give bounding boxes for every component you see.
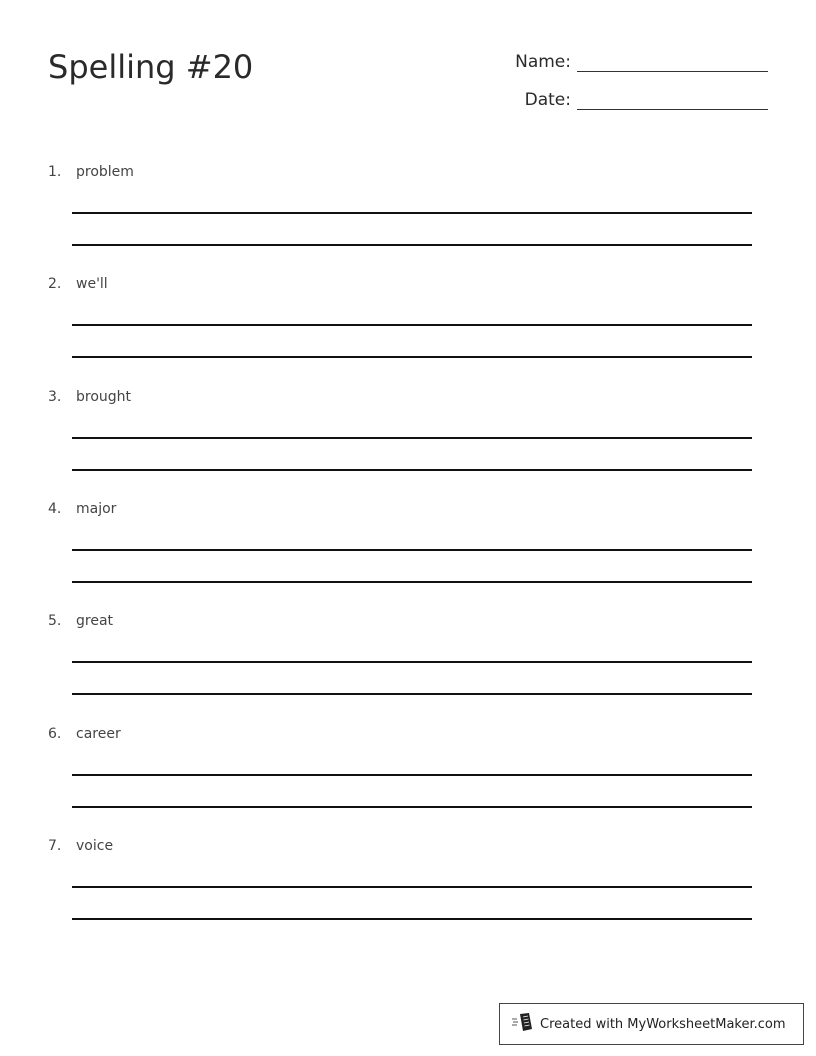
writing-line[interactable] (72, 324, 752, 326)
item-number: 5. (48, 613, 62, 629)
item-number: 7. (48, 838, 62, 854)
item-word: major (76, 501, 117, 517)
list-item (48, 838, 752, 950)
writing-line[interactable] (72, 806, 752, 808)
writing-line[interactable] (72, 661, 752, 663)
item-word: brought (76, 389, 132, 405)
list-item (48, 164, 752, 276)
list-item (48, 613, 752, 725)
name-label: Name: (515, 52, 571, 72)
writing-line[interactable] (72, 356, 752, 358)
writing-line[interactable] (72, 693, 752, 695)
item-word: problem (76, 164, 134, 180)
writing-line[interactable] (72, 244, 752, 246)
writing-line[interactable] (72, 437, 752, 439)
list-item (48, 501, 752, 613)
item-number: 4. (48, 501, 62, 517)
item-number: 1. (48, 164, 62, 180)
item-word: career (76, 726, 121, 742)
badge-text: Created with MyWorksheetMaker.com (540, 1016, 786, 1032)
list-item (48, 276, 752, 388)
name-input-line[interactable] (577, 53, 768, 72)
list-item (48, 389, 752, 501)
writing-line[interactable] (72, 581, 752, 583)
writing-line[interactable] (72, 469, 752, 471)
item-number: 3. (48, 389, 62, 405)
writing-line[interactable] (72, 886, 752, 888)
item-word: we'll (76, 276, 108, 292)
item-number: 2. (48, 276, 62, 292)
item-word: great (76, 613, 114, 629)
writing-line[interactable] (72, 549, 752, 551)
name-field (501, 52, 768, 72)
writing-line[interactable] (72, 918, 752, 920)
list-item (48, 726, 752, 838)
date-label: Date: (524, 90, 571, 110)
worksheet-logo-icon (512, 1012, 534, 1036)
page-title: Spelling #20 (48, 48, 254, 86)
date-field (501, 90, 768, 110)
item-number: 6. (48, 726, 62, 742)
writing-line[interactable] (72, 212, 752, 214)
date-input-line[interactable] (577, 91, 768, 110)
created-with-badge[interactable] (499, 1003, 804, 1045)
writing-line[interactable] (72, 774, 752, 776)
item-word: voice (76, 838, 114, 854)
